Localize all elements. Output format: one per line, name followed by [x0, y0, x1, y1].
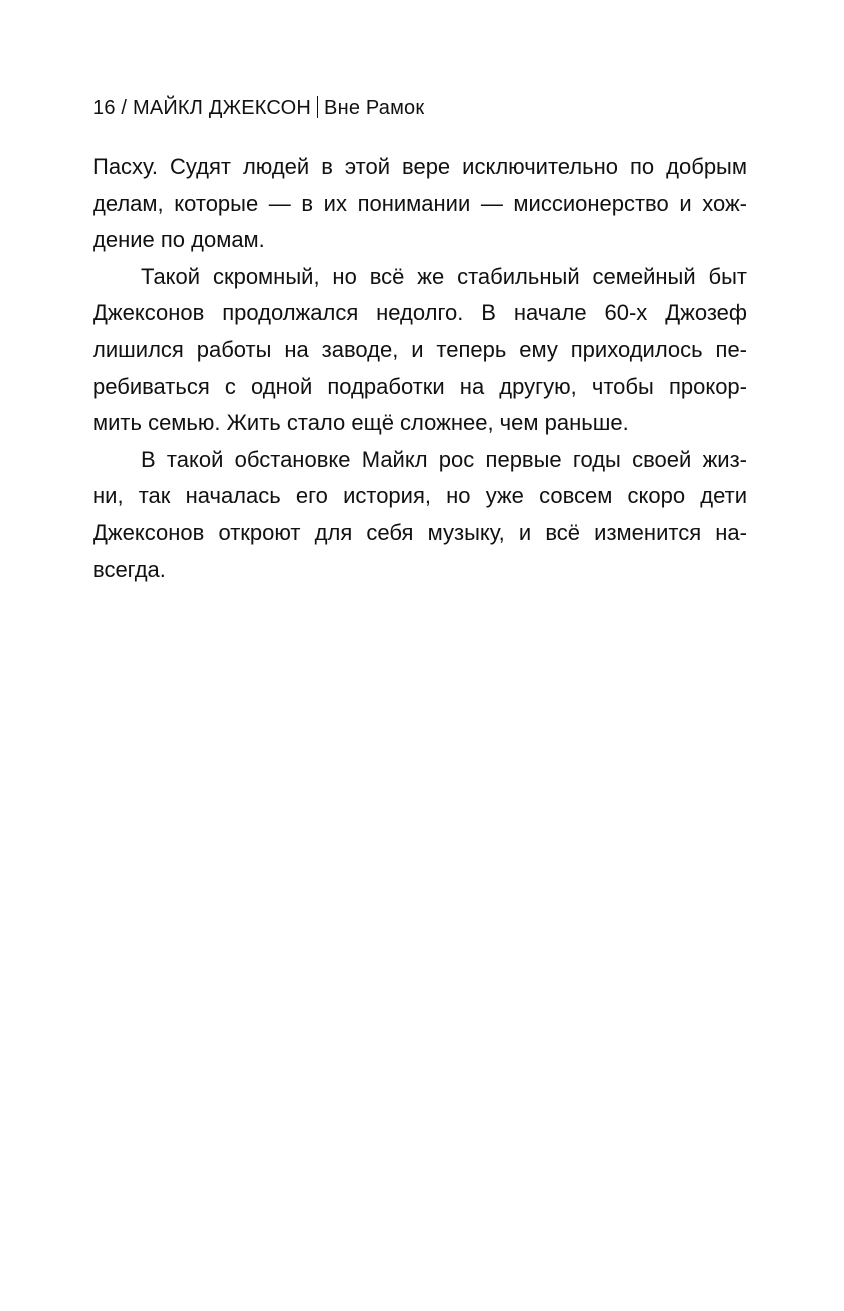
body-text [93, 149, 747, 588]
text-line: лишился работы на заводе, и теперь ему приходилось пе- [93, 336, 747, 362]
header-divider [317, 96, 318, 118]
header-slash: / [121, 97, 128, 119]
text-line: ребиваться с одной подработки на другую, чтобы прокор- [93, 373, 747, 399]
text-line: Джексонов продолжался недолго. В начале 60-х Джозеф [93, 300, 747, 326]
text-line: дение по домам. [93, 227, 265, 253]
text-line: ни, так началась его история, но уже совсем скоро дети [93, 483, 747, 509]
text-line: Джексонов откроют для себя музыку, и всё изменится на- [93, 519, 747, 545]
text-line: Такой скромный, но всё же стабильный семейный быт [141, 263, 747, 289]
text-line: делам, которые — в их понимании — миссионерство и хож- [93, 190, 747, 216]
paragraph-1 [93, 149, 747, 259]
text-line: Пасху. Судят людей в этой вере исключительно по добрым [93, 154, 747, 179]
running-header [93, 96, 424, 120]
text-line: мить семью. Жить стало ещё сложнее, чем раньше. [93, 410, 629, 436]
book-subtitle: Вне Рамок [324, 97, 425, 119]
text-line: всегда. [93, 556, 166, 582]
paragraph-3 [93, 442, 747, 588]
paragraph-2 [93, 259, 747, 442]
page-number: 16 [93, 97, 116, 119]
text-line: В такой обстановке Майкл рос первые годы своей жиз- [141, 446, 747, 472]
book-title: МАЙКЛ ДЖЕКСОН [132, 97, 312, 119]
